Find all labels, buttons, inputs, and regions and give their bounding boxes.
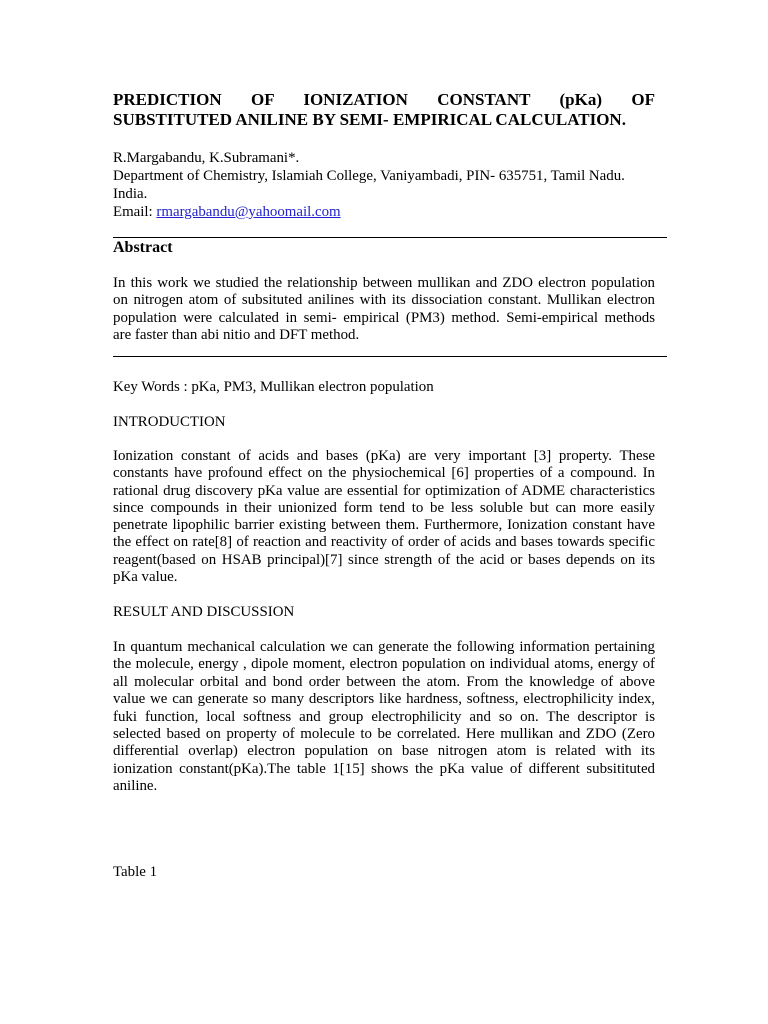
results-line: selected based on property of molecule to be correlated. Here mullikan and ZDO (Zero bbox=[113, 725, 655, 742]
paper-title bbox=[113, 90, 655, 130]
title-line: SUBSTITUTED ANILINE BY SEMI- EMPIRICAL CALCULATION. bbox=[113, 110, 626, 129]
introduction-line: reagent(based on HSAB principal)[7] since strength of the acid or bases depends on its bbox=[113, 551, 655, 568]
introduction-heading: INTRODUCTION bbox=[113, 414, 226, 430]
affiliation-line: India. bbox=[113, 186, 148, 202]
introduction-line: rational drug discovery pKa value are essential for optimization of ADME characteristics bbox=[113, 482, 655, 499]
results-heading: RESULT AND DISCUSSION bbox=[113, 604, 295, 620]
introduction-line: pKa value. bbox=[113, 569, 178, 586]
email-row bbox=[113, 203, 655, 221]
abstract-line: on nitrogen atom of subsituted anilines with its dissociation constant. Mullikan electron bbox=[113, 292, 655, 309]
introduction-line: Ionization constant of acids and bases (pKa) are very important [3] property. These bbox=[113, 448, 655, 464]
abstract-line: In this work we studied the relationship between mullikan and ZDO electron population bbox=[113, 275, 655, 291]
abstract-paragraph bbox=[113, 275, 655, 345]
title-line: PREDICTION OF IONIZATION CONSTANT (pKa) OF bbox=[113, 90, 655, 109]
results-line: the molecule, energy , dipole moment, electron population on individual atoms, energy of bbox=[113, 656, 655, 673]
abstract-line: are faster than abi nitio and DFT method. bbox=[113, 327, 360, 344]
introduction-line: penetrate lipophilic barrier existing between them. Furthermore, Ionization constant have bbox=[113, 517, 655, 534]
results-paragraph bbox=[113, 639, 655, 795]
abstract-line: population were calculated in semi- empirical (PM3) method. Semi-empirical methods bbox=[113, 309, 655, 326]
results-line: aniline. bbox=[113, 778, 158, 794]
keywords-line: Key Words : pKa, PM3, Mullikan electron population bbox=[113, 379, 434, 395]
results-line: In quantum mechanical calculation we can generate the following information pertaining bbox=[113, 639, 655, 655]
abstract-heading: Abstract bbox=[113, 239, 173, 256]
email-link[interactable]: rmargabandu@yahoomail.com bbox=[156, 204, 341, 220]
introduction-line: constants have profound effect on the physiochemical [6] properties of a compound. In bbox=[113, 465, 655, 482]
abstract-bottom-rule bbox=[113, 356, 667, 357]
front-matter bbox=[113, 149, 655, 221]
results-line: differential overlap) electron population on base nitrogen atom is related with its bbox=[113, 743, 655, 760]
results-line: ionization constant(pKa).The table 1[15] shows the pKa value of different subsitituted bbox=[113, 760, 655, 777]
results-line: all molecular orbital and bond order between the atom. From the knowledge of above bbox=[113, 673, 655, 690]
email-label: Email: bbox=[113, 204, 157, 220]
introduction-line: since compounds in their unionized form tend to be less soluble but can more easily bbox=[113, 499, 655, 516]
introduction-paragraph bbox=[113, 448, 655, 586]
author-names: R.Margabandu, K.Subramani*. bbox=[113, 150, 300, 166]
introduction-line: the effect on rate[8] of reaction and reactivity of order of acids and bases towards specific bbox=[113, 534, 655, 551]
results-line: value we can generate so many descriptors like hardness, softness, electrophilicity index, bbox=[113, 691, 655, 708]
results-line: fuki function, local softness and group electrophilicity and so on. The descriptor is bbox=[113, 708, 655, 725]
table-caption: Table 1 bbox=[113, 864, 158, 880]
affiliation-line: Department of Chemistry, Islamiah College, Vaniyambadi, PIN- 635751, Tamil Nadu. bbox=[113, 168, 625, 184]
